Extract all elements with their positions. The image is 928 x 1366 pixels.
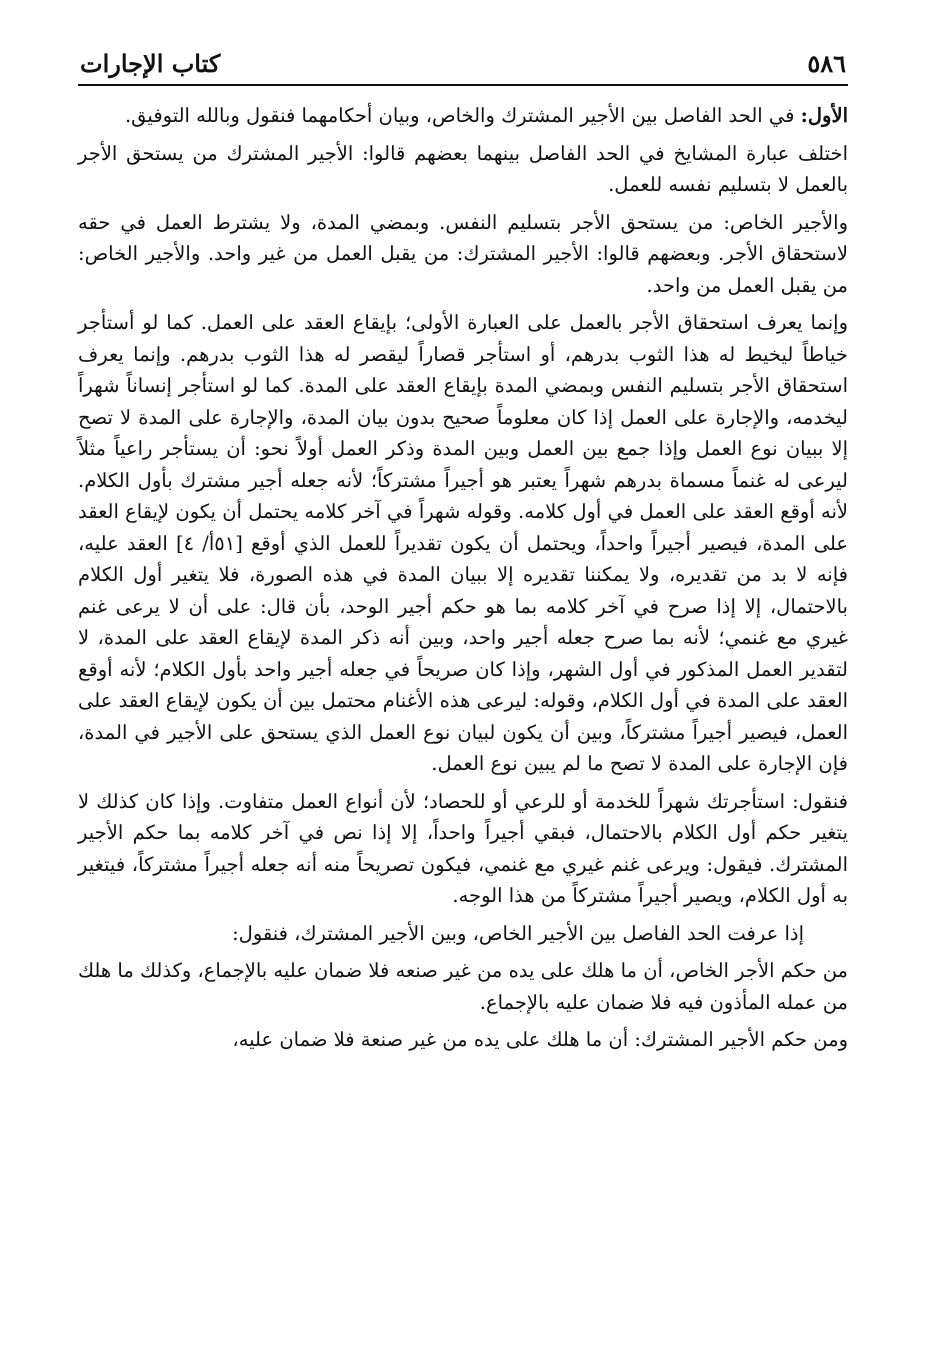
paragraph-3: والأجير الخاص: من يستحق الأجر بتسليم النفس. وبمضي المدة، ولا يشترط العمل في حقه لاستحقاق الأجر. وبعضهم قالوا: الأجير المشترك: من يقبل العمل من غير واحد. والأجير الخاص: من يقبل العمل من واحد.	[78, 210, 848, 297]
paragraph-text: في الحد الفاصل بين الأجير المشترك والخاص، وبيان أحكامهما فنقول وبالله التوفيق.	[124, 104, 801, 127]
page-body	[78, 100, 848, 1056]
page-header	[78, 40, 848, 86]
paragraph-4: وإنما يعرف استحقاق الأجر بالعمل على العبارة الأولى؛ بإيقاع العقد على العمل. كما لو أستأجر خياطاً ليخيط له هذا الثوب بدرهم، أو استأجر قصاراً ليقصر له هذا الثوب بدرهم. وإنما يعرف استحقاق الأجر بتسليم النفس وبمضي المدة بإيقاع العقد على المدة. كما لو استأجر إنساناً شهراً ليخدمه، والإجارة على العمل إذا كان معلوماً صحيح بدون بيان المدة، والإجارة على المدة لا تصح إلا ببيان نوع العمل وإذا جمع بين العمل وبين المدة وذكر العمل أولاً نحو: أن يستأجر راعياً مثلاً ليرعى له غنماً مسماة بدرهم شهراً يعتبر هو أجيراً مشتركاً؛ لأنه جعله أجير مشترك بأول الكلام. لأنه أوقع العقد على العمل في أول كلامه. وقوله شهراً في آخر كلامه يحتمل أن يكون لإيقاع العقد على المدة، فيصير أجيراً واحداً، ويحتمل أن يكون تقديراً للعمل الذي أوقع [٥١أ/ ٤] العقد عليه، فإنه لا بد من تقديره، ولا يمكننا تقديره إلا ببيان المدة في هذه الصورة، فلا يتغير أول الكلام بالاحتمال، إلا إذا صرح في آخر كلامه بما هو حكم أجير الوحد، بأن قال: على أن لا يرعى غنم غيري مع غنمي؛ لأنه بما صرح جعله أجير واحد، وبين أنه ذكر المدة لإيقاع العقد على المدة، لا لتقدير العمل المذكور في أول الشهر، وإذا كان صريحاً في جعله أجير واحد بأول الكلام؛ لأنه أوقع العقد على المدة في أول الكلام، وقوله: ليرعى هذه الأغنام محتمل بين أن يكون لإيقاع العقد على العمل، فيصير أجيراً مشتركاً، وبين أن يكون لبيان نوع العمل الذي يستحق على الأجير في المدة، فإن الإجارة على المدة لا تصح ما لم يبين نوع العمل.	[78, 311, 848, 775]
running-title: كتاب الإجارات	[80, 49, 221, 78]
section-lead: الأول:	[800, 104, 848, 127]
paragraph-1	[78, 100, 848, 132]
paragraph-5: فنقول: استأجرتك شهراً للخدمة أو للرعي أو للحصاد؛ لأن أنواع العمل متفاوت. وإذا كان كذلك لا يتغير حكم أول الكلام بالاحتمال، فبقي أجيراً واحداً، إلا إذا نص في آخر كلامه بما حكم الأجير المشترك. فيقول: ويرعى غنم غيري مع غنمي، فيكون تصريحاً منه أنه جعله أجيراً مشتركاً، فيتغير به أول الكلام، ويصير أجيراً مشتركاً من هذا الوجه.	[78, 789, 848, 907]
paragraph-7: من حكم الأجر الخاص، أن ما هلك على يده من غير صنعه فلا ضمان عليه بالإجماع، وكذلك ما هلك من عمله المأذون فيه فلا ضمان عليه بالإجماع.	[78, 959, 848, 1014]
paragraph-8: ومن حكم الأجير المشترك: أن ما هلك على يده من غير صنعة فلا ضمان عليه،	[232, 1028, 848, 1051]
paragraph-6: إذا عرفت الحد الفاصل بين الأجير الخاص، وبين الأجير المشترك، فنقول:	[232, 921, 804, 945]
page-number: ٥٨٦	[807, 49, 846, 78]
book-page	[78, 40, 848, 1350]
paragraph-2: اختلف عبارة المشايخ في الحد الفاصل بينهما بعضهم قالوا: الأجير المشترك من يستحق الأجر بالعمل لا بتسليم نفسه للعمل.	[78, 141, 848, 196]
